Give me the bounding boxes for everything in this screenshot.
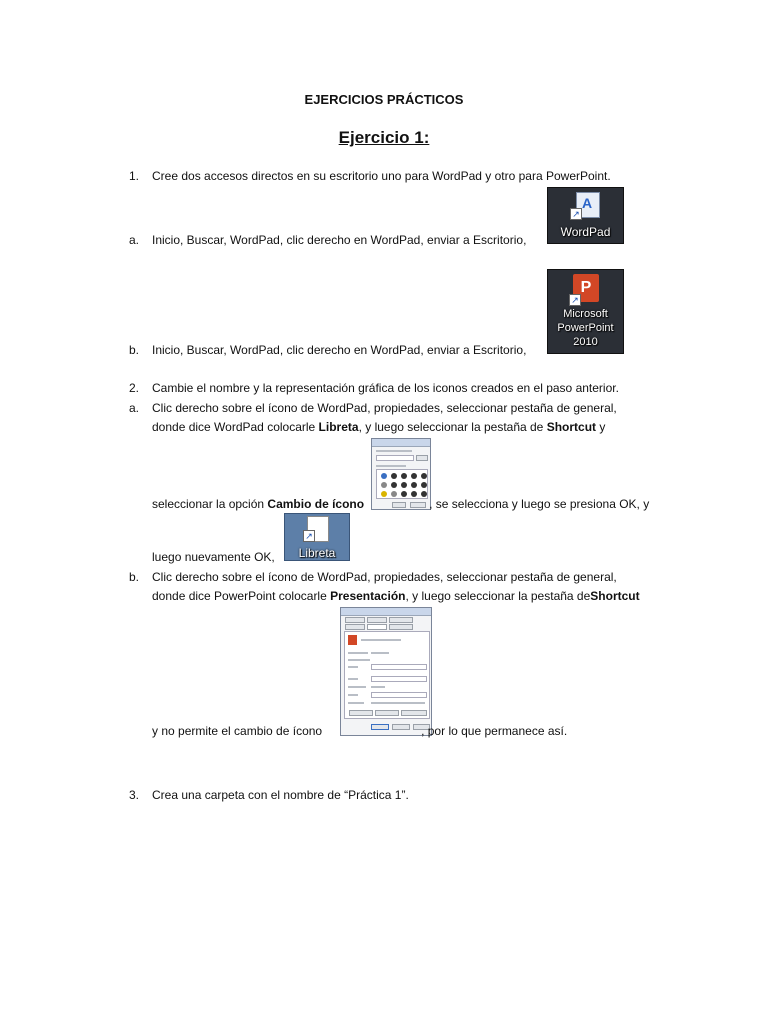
step2a-line1: Clic derecho sobre el ícono de WordPad, propiedades, seleccionar pestaña de general, xyxy=(152,401,617,415)
dialog-field xyxy=(371,692,427,698)
dialog-tab xyxy=(345,624,365,630)
step2b-line2-pre: donde dice PowerPoint colocarle xyxy=(152,589,331,603)
grid-icon xyxy=(381,473,387,479)
powerpoint-label-line3: 2010 xyxy=(573,336,598,348)
grid-icon xyxy=(401,473,407,479)
dialog-tab xyxy=(389,617,413,623)
step2b-line1: Clic derecho sobre el ícono de WordPad, propiedades, seleccionar pestaña de general, xyxy=(152,570,617,584)
libreta-icon xyxy=(284,513,350,561)
dialog-text xyxy=(371,652,389,654)
grid-icon xyxy=(381,482,387,488)
exercise-heading: Ejercicio 1: xyxy=(338,128,430,147)
step1a-text: Inicio, Buscar, WordPad, clic derecho en WordPad, enviar a Escritorio, xyxy=(152,233,527,247)
step1-text: Cree dos accesos directos en su escritorio uno para WordPad y otro para PowerPoint. xyxy=(152,169,611,183)
dialog-button xyxy=(375,710,399,716)
dialog-text xyxy=(371,686,385,688)
grid-icon xyxy=(391,473,397,479)
step2a-line3-pre: seleccionar la opción xyxy=(152,497,268,511)
wordpad-icon-label: WordPad xyxy=(560,225,611,239)
step2a-line2-post: , y luego seleccionar la pestaña de xyxy=(358,420,547,434)
dialog-text xyxy=(371,702,425,704)
grid-icon xyxy=(401,482,407,488)
step1b-text: Inicio, Buscar, WordPad, clic derecho en WordPad, enviar a Escritorio, xyxy=(152,343,527,357)
dialog-tab xyxy=(389,624,413,630)
dialog-field xyxy=(371,676,427,682)
dialog-text xyxy=(348,702,364,704)
grid-icon xyxy=(421,473,427,479)
step1b-letter: b. xyxy=(129,343,140,357)
step2b-line3-post: , por lo que permanece así. xyxy=(421,724,568,738)
dialog-text xyxy=(348,678,358,680)
grid-icon xyxy=(391,482,397,488)
step2b-line2-bold: Presentación xyxy=(330,589,406,603)
dialog-field xyxy=(371,664,427,670)
step2a-line4: luego nuevamente OK, xyxy=(152,550,275,564)
step2b-line2-bold2: Shortcut xyxy=(590,589,640,603)
step2-text: Cambie el nombre y la representación gráfica de los iconos creados en el paso anterior. xyxy=(152,381,619,395)
step1a-letter: a. xyxy=(129,233,140,247)
powerpoint-small-icon xyxy=(348,635,357,645)
dialog-text xyxy=(348,659,370,661)
step2b-line2 xyxy=(152,588,640,604)
dialog-tab xyxy=(345,617,365,623)
dialog-text xyxy=(348,686,366,688)
dialog-titlebar xyxy=(341,608,431,616)
step2b-line2-post: , y luego seleccionar la pestaña de xyxy=(405,589,591,603)
dialog-text xyxy=(348,666,358,668)
shortcut-arrow-icon: ↗ xyxy=(570,208,582,220)
step2b-line3-pre: y no permite el cambio de ícono xyxy=(152,724,323,738)
step3-text: Crea una carpeta con el nombre de “Práctica 1”. xyxy=(152,788,409,802)
step2a-line3-post: , se selecciona y luego se presiona OK, y xyxy=(429,497,650,511)
shortcut-arrow-icon: ↗ xyxy=(303,530,315,542)
step2a-line2-bold2: Shortcut xyxy=(546,420,597,434)
step2a-line3-bold: Cambio de ícono xyxy=(267,497,365,511)
dialog-tab-active xyxy=(367,624,387,630)
dialog-panel xyxy=(344,631,430,719)
shortcut-arrow-icon: ↗ xyxy=(569,294,581,306)
grid-icon xyxy=(411,473,417,479)
powerpoint-glyph: P xyxy=(573,274,599,302)
libreta-icon-label: Libreta xyxy=(298,546,336,560)
document-title: EJERCICIOS PRÁCTICOS xyxy=(304,92,464,107)
step2a-line2-end: y xyxy=(596,420,606,434)
dialog-button xyxy=(349,710,373,716)
step2b-letter: b. xyxy=(129,570,140,584)
dialog-label xyxy=(376,450,412,452)
dialog-tab xyxy=(367,617,387,623)
step1-number: 1. xyxy=(129,169,140,183)
grid-icon xyxy=(421,482,427,488)
step2a-letter: a. xyxy=(129,401,140,415)
dialog-path-field xyxy=(376,455,414,461)
grid-icon xyxy=(411,482,417,488)
dialog-text xyxy=(361,639,401,641)
step2a-line2 xyxy=(152,419,605,435)
step2a-line3 xyxy=(152,496,649,512)
powerpoint-label-line2: PowerPoint xyxy=(557,322,614,334)
step2-number: 2. xyxy=(129,381,140,395)
dialog-text xyxy=(348,652,368,654)
dialog-titlebar xyxy=(372,439,430,447)
properties-dialog xyxy=(340,607,432,736)
step2b-line3 xyxy=(152,723,567,739)
dialog-text xyxy=(348,694,358,696)
dialog-button xyxy=(401,710,427,716)
wordpad-icon xyxy=(547,187,624,244)
step3-number: 3. xyxy=(129,788,140,802)
powerpoint-label-line1: Microsoft xyxy=(563,308,608,320)
step2a-line2-bold: Libreta xyxy=(318,420,359,434)
powerpoint-icon xyxy=(547,269,624,354)
dialog-browse-button xyxy=(416,455,428,461)
dialog-label xyxy=(376,465,406,467)
step2a-line2-pre: donde dice WordPad colocarle xyxy=(152,420,319,434)
icon-grid xyxy=(376,469,428,499)
